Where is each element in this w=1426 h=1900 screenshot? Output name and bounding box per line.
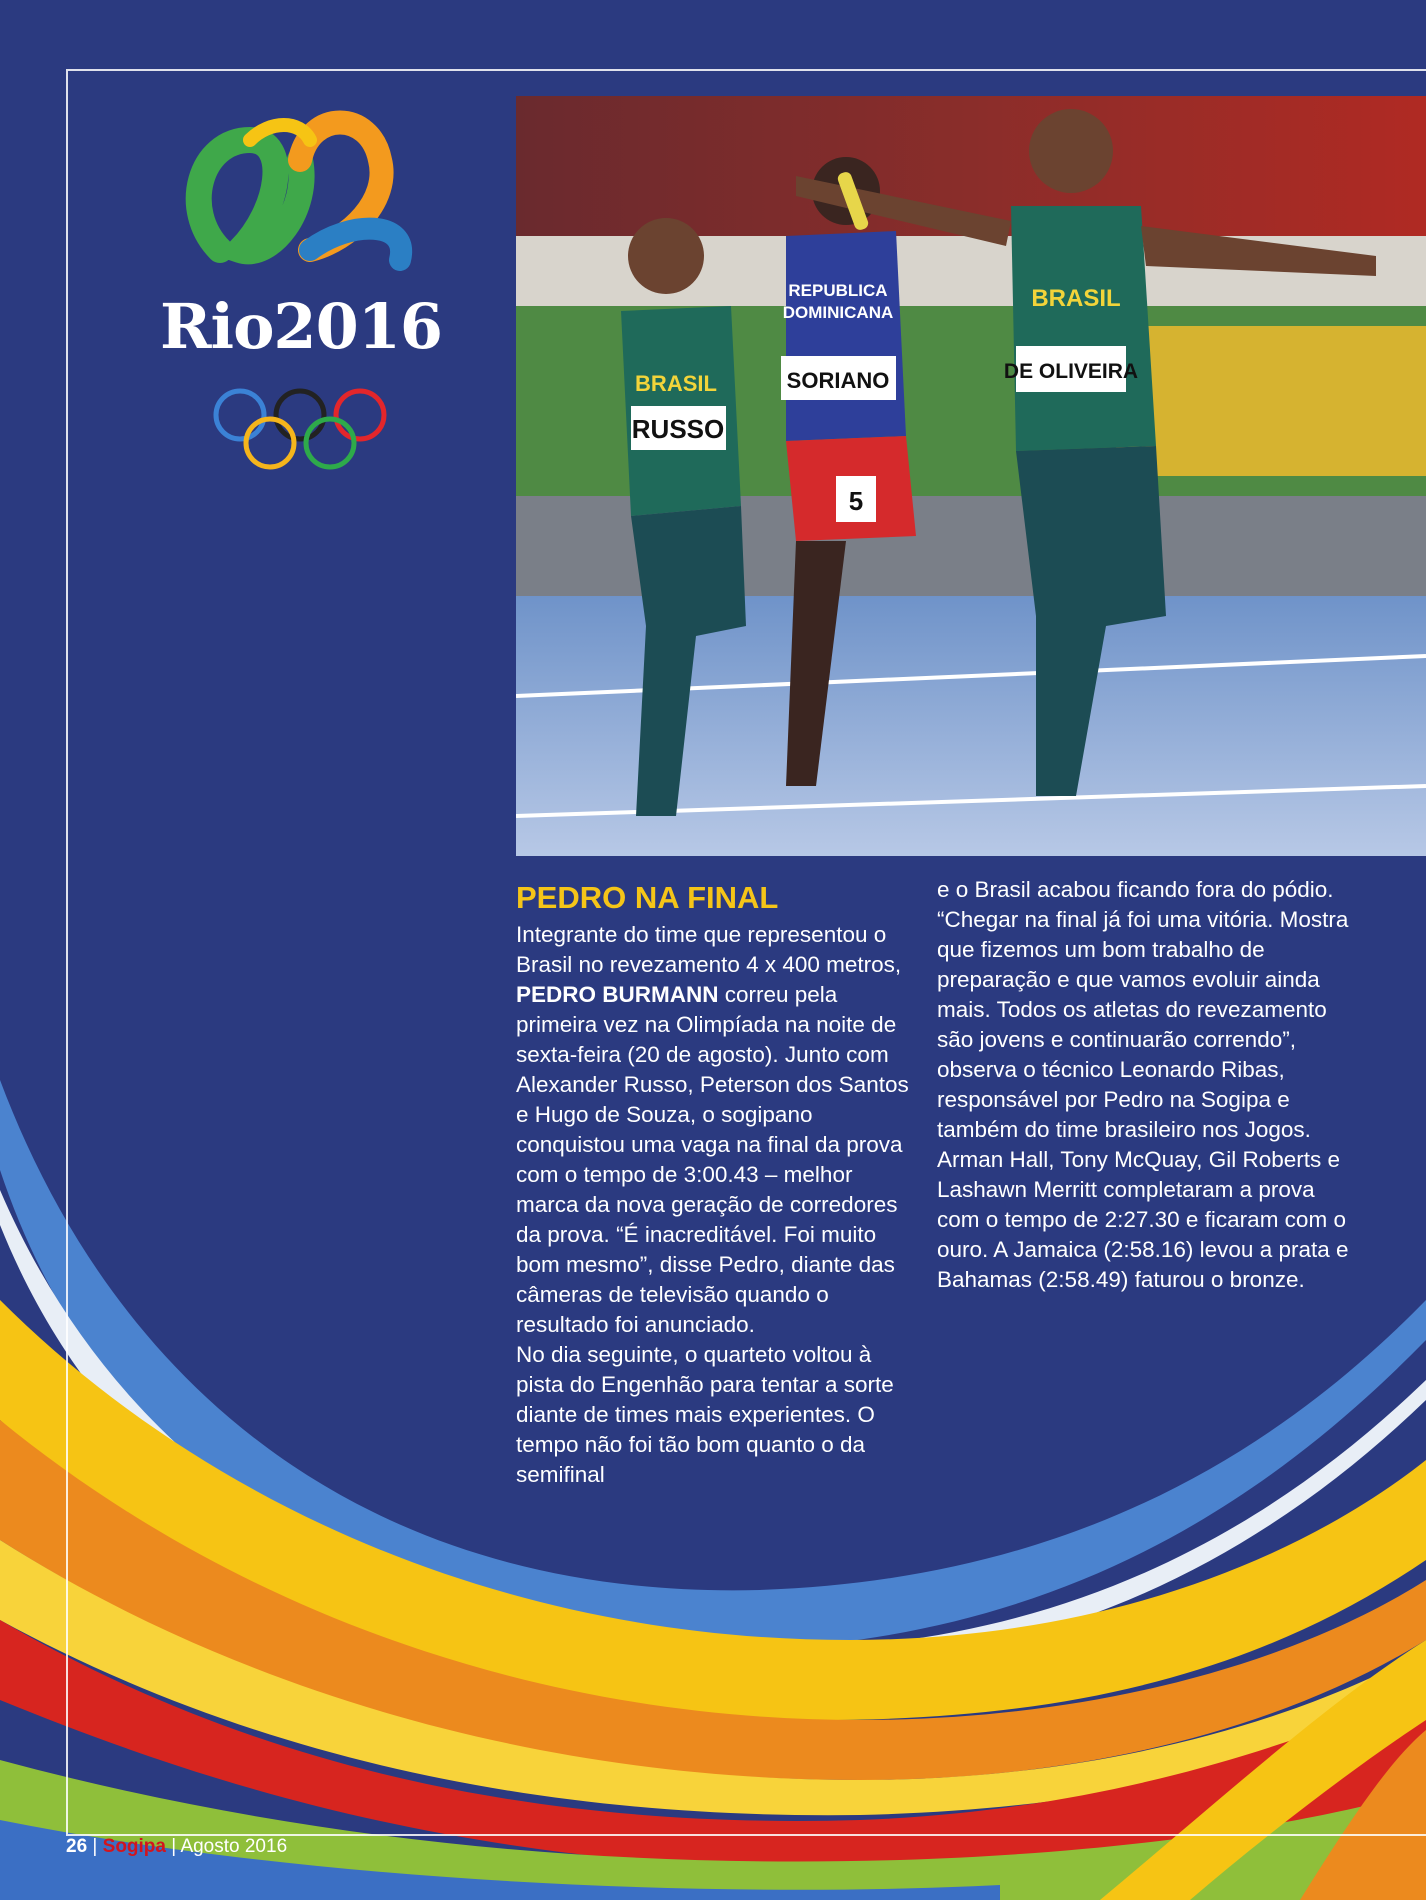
rio-2016-wordmark: Rio2016 [160, 290, 442, 363]
bib-soriano: SORIANO [786, 368, 890, 393]
bib-russo: RUSSO [631, 414, 725, 444]
rio-2016-logo [160, 100, 440, 480]
athlete-name: PEDRO BURMANN [516, 982, 719, 1007]
page-number: 26 [66, 1836, 88, 1857]
article-heading: PEDRO NA FINAL [516, 880, 779, 915]
publication-brand: Sogipa [102, 1836, 166, 1857]
article-paragraph: Integrante do time que representou o Brasil no revezamento 4 x 400 metros, PEDRO BURMANN correu pela primeira vez na Olimpíada na noite de sexta-feira (20 de agosto). Junto com Alexander Russo, Peterson dos Santos e Hugo de Souza, o sogipano conquistou uma vaga na final da prova com o tempo de 3:00.43 – melhor marca da nova geração de corredores da prova. “É inacreditável. Foi muito bom mesmo”, disse Pedro, diante das câmeras de televisão quando o resultado foi anunciado. [516, 922, 909, 1337]
relay-race-photo [516, 96, 1426, 856]
lane-number: 5 [848, 486, 864, 516]
article-column-1 [516, 920, 911, 1490]
issue-date: Agosto 2016 [180, 1836, 288, 1857]
rio-2016-emblem-icon [180, 100, 420, 290]
svg-text:BRASIL: BRASIL [1031, 285, 1121, 312]
page-footer: 26 | Sogipa | Agosto 2016 [66, 1836, 288, 1857]
article-paragraph: e o Brasil acabou ficando fora do pódio. “Chegar na final já foi uma vitória. Mostra que fizemos um bom trabalho de preparação e que vamos evoluir ainda mais. Todos os atletas do revezamento são jovens e continuarão correndo”, observa o técnico Leonardo Ribas, responsável por Pedro na Sogipa e também do time brasileiro nos Jogos. [937, 877, 1349, 1142]
article-column-2 [937, 875, 1357, 1295]
svg-text:REPUBLICA: REPUBLICA [788, 281, 888, 300]
svg-text:DOMINICANA: DOMINICANA [782, 303, 894, 322]
bib-de-oliveira: DE OLIVEIRA [1003, 360, 1139, 383]
article-paragraph: Arman Hall, Tony McQuay, Gil Roberts e Lashawn Merritt completaram a prova com o tempo de 2:27.30 e ficaram com o ouro. A Jamaica (2:58.16) levou a prata e Bahamas (2:58.49) faturou o bronze. [937, 1147, 1349, 1292]
article-paragraph: No dia seguinte, o quarteto voltou à pista do Engenhão para tentar a sorte diante de times mais experientes. O tempo não foi tão bom quanto o da semifinal [516, 1342, 894, 1487]
olympic-rings-icon [210, 385, 390, 475]
svg-text:BRASIL: BRASIL [635, 371, 717, 396]
